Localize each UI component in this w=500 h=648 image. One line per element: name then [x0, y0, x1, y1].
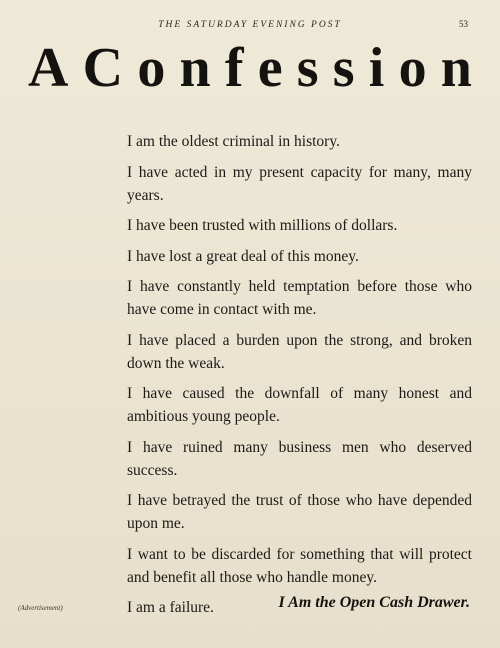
advertisement-tag: (Advertisement): [18, 604, 63, 612]
headline-letter: e: [257, 37, 283, 99]
page-number: 53: [459, 19, 468, 29]
running-head: THE SATURDAY EVENING POST: [158, 20, 342, 30]
headline-letter: s: [296, 37, 319, 99]
statement-item: I have caused the downfall of many honest and ambitious young people.: [127, 385, 472, 425]
statement-item: I have constantly held temptation before those who have come in contact with me.: [127, 278, 472, 318]
headline-letter: i: [368, 37, 385, 99]
headline-letter: o: [137, 37, 166, 99]
statement-item: I am the oldest criminal in history.: [127, 133, 340, 150]
statement-item: I have betrayed the trust of those who have depended upon me.: [127, 492, 472, 532]
headline-letter: s: [332, 37, 355, 99]
statement-item: I want to be discarded for something that will protect and benefit all those who handle money.: [127, 545, 472, 586]
headline: [28, 36, 472, 100]
statement-item: I am a failure.: [127, 599, 214, 616]
headline-letter: n: [179, 37, 211, 99]
headline-letter: o: [398, 37, 427, 99]
headline-letter: C: [82, 37, 124, 99]
headline-letter: f: [224, 37, 244, 99]
headline-letter: A: [28, 37, 69, 99]
statement-item: I have been trusted with millions of dollars.: [127, 217, 398, 234]
confession-statements: [127, 130, 472, 627]
statement-item: I have lost a great deal of this money.: [127, 247, 359, 265]
statement-item: I have placed a burden upon the strong, and broken down the weak.: [127, 331, 472, 372]
signature-line: I Am the Open Cash Drawer.: [278, 594, 470, 611]
statement-item: I have acted in my present capacity for many, many years.: [127, 163, 472, 204]
headline-letter: n: [440, 37, 472, 99]
statement-item: I have ruined many business men who deserved success.: [127, 438, 472, 479]
